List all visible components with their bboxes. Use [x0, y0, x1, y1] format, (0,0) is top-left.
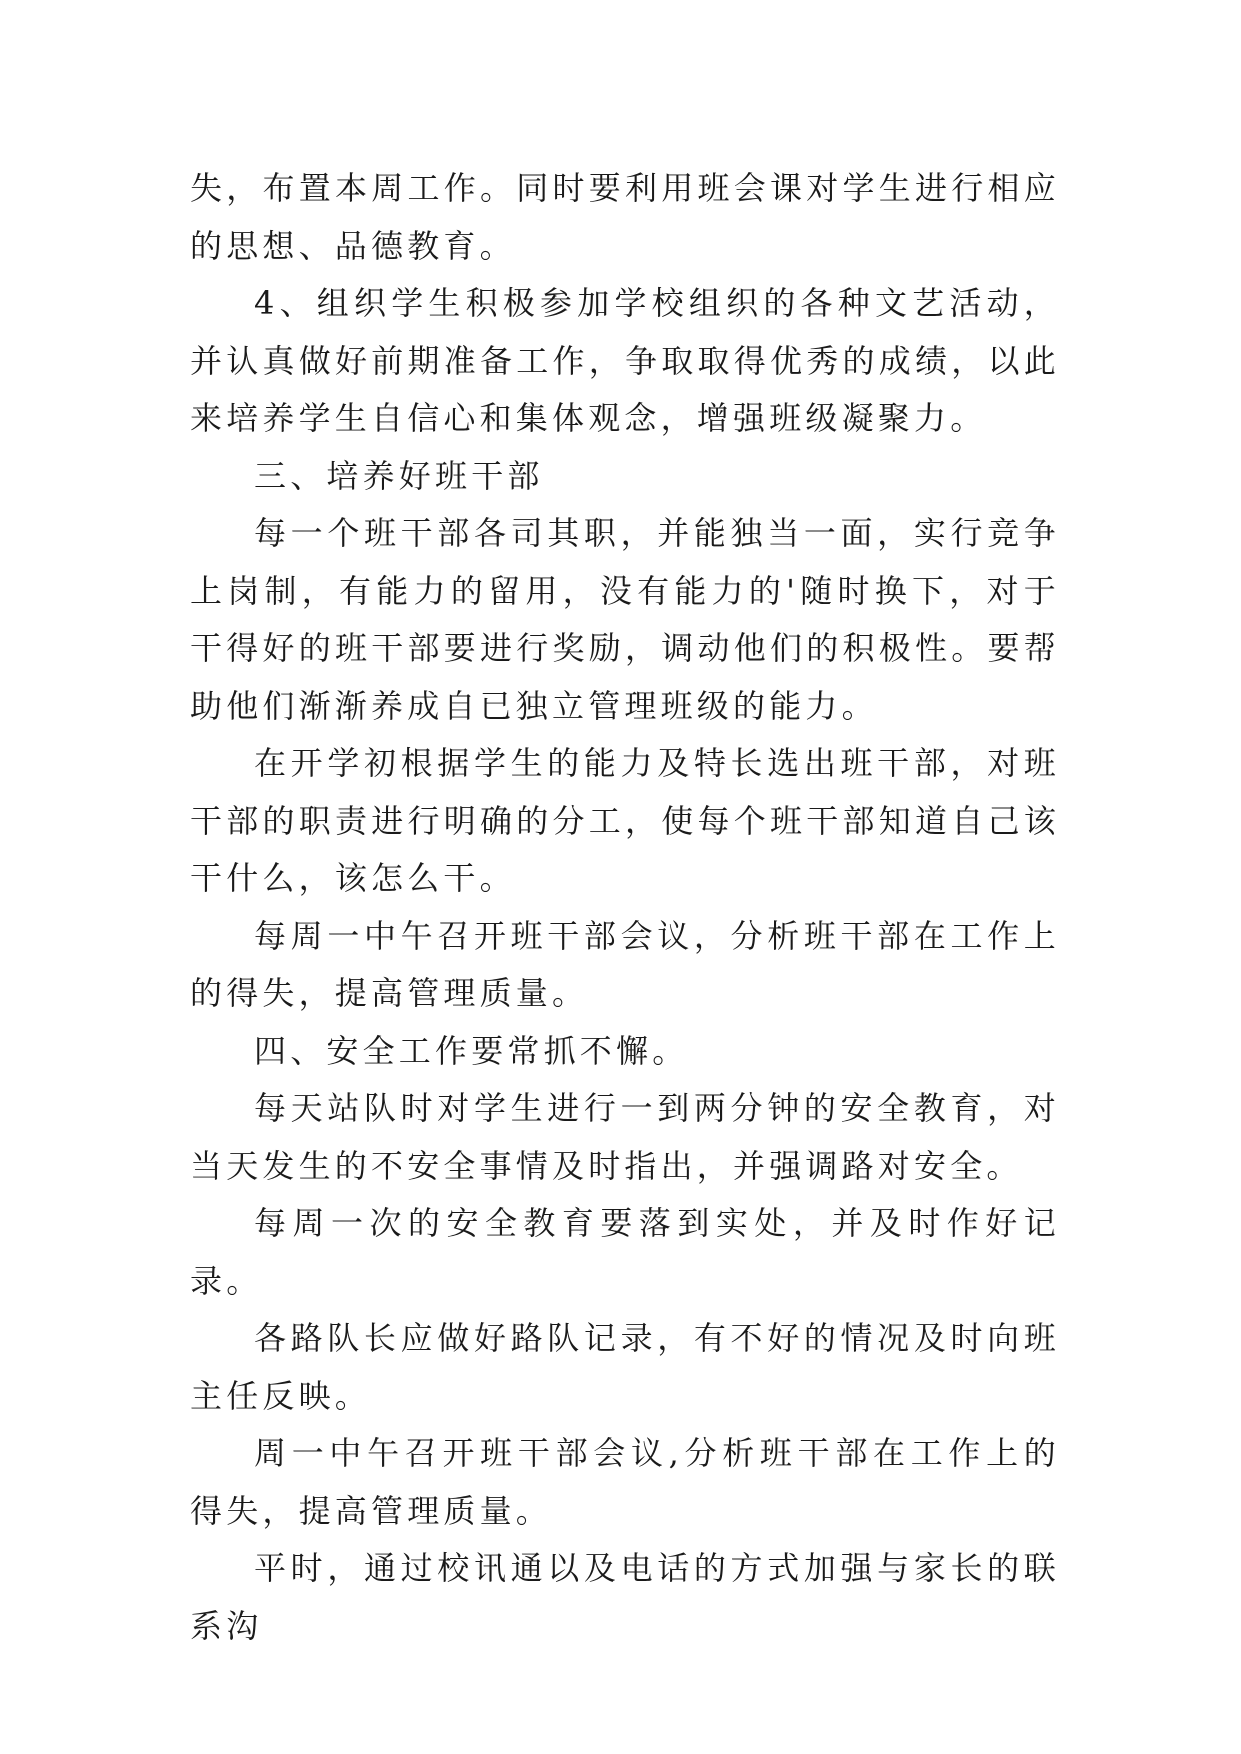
- paragraph: 每周一次的安全教育要落到实处，并及时作好记录。: [190, 1204, 1060, 1300]
- paragraph-item-4: 4、组织学生积极参加学校组织的各种文艺活动，并认真做好前期准备工作，争取取得优秀的成绩，以此来培养学生自信心和集体观念，增强班级凝聚力。: [190, 284, 1060, 437]
- document-body: [190, 160, 1060, 1655]
- paragraph: 每天站队时对学生进行一到两分钟的安全教育，对当天发生的不安全事情及时指出，并强调路对安全。: [190, 1089, 1060, 1185]
- paragraph-continuation: 失，布置本周工作。同时要利用班会课对学生进行相应的思想、品德教育。: [190, 169, 1060, 265]
- paragraph: 周一中午召开班干部会议,分析班干部在工作上的得失，提高管理质量。: [190, 1434, 1060, 1530]
- section-heading-4: 四、安全工作要常抓不懈。: [254, 1031, 689, 1070]
- paragraph: 在开学初根据学生的能力及特长选出班干部，对班干部的职责进行明确的分工，使每个班干部知道自己该干什么，该怎么干。: [190, 744, 1060, 897]
- section-heading-3: 三、培养好班干部: [254, 456, 544, 495]
- paragraph: 各路队长应做好路队记录，有不好的情况及时向班主任反映。: [190, 1319, 1060, 1415]
- paragraph: 每周一中午召开班干部会议，分析班干部在工作上的得失，提高管理质量。: [190, 916, 1060, 1012]
- paragraph: 平时，通过校讯通以及电话的方式加强与家长的联系沟: [190, 1549, 1060, 1645]
- paragraph: 每一个班干部各司其职，并能独当一面，实行竞争上岗制，有能力的留用，没有能力的'随时换下，对于干得好的班干部要进行奖励，调动他们的积极性。要帮助他们渐渐养成自已独立管理班级的能力。: [190, 514, 1060, 725]
